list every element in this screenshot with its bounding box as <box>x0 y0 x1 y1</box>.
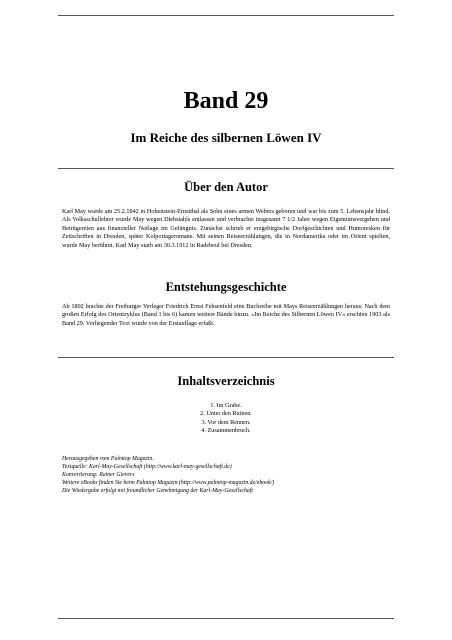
autor-text: Karl May wurde am 25.2.1842 in Hohenstein-Ernstthal als Sohn eines armen Webers geboren und war bis zum 5. Lebensjahr blind. Als Volksschullehrer wurde May wegen Diebstahls entlassen und verbrachte insgesamt 7 1/2 Jahre wegen Eigentumsvergehen und Betrügereien aus finanzieller Notlage im Gefängnis. Zunächst schrieb er erzgebirgische Dorfgeschichten und Humoresken für Zeitschriften in Dresden, später Kolportageromane. Mit seinen Reiseerzählungen, die in Nordamerika oder im Orient spielten, wurde May berühmt. Karl May starb am 30.3.1912 in Radebeul bei Dresden. <box>62 208 390 249</box>
credit-line: Herausgegeben vom Palmtop Magazin. <box>62 456 154 462</box>
book-subtitle: Im Reiche des silbernen Löwen IV <box>130 130 322 145</box>
credits-block <box>62 455 392 495</box>
rule-before-autor <box>58 168 394 169</box>
inhalt-heading: Inhaltsverzeichnis <box>177 374 275 388</box>
rule-before-inhalt <box>58 357 394 358</box>
toc-item[interactable]: 1. Im Grabe. <box>210 402 242 409</box>
toc-list <box>0 402 452 436</box>
credit-line: Die Wiedergabe erfolgt mit freundlicher Genehmigung der Karl-May-Gesellschaft <box>62 488 253 495</box>
credit-line: Textquelle: Karl-May-Gesellschaft (http://www.karl-may-gesellschaft.de) <box>62 464 232 471</box>
top-rule <box>58 15 394 16</box>
entstehung-heading: Entstehungsgeschichte <box>165 280 287 294</box>
autor-heading: Über den Autor <box>184 180 268 194</box>
toc-item[interactable]: 3. Vor dem Rennen. <box>201 418 251 426</box>
band-title: Band 29 <box>183 88 269 114</box>
bottom-rule <box>58 618 394 619</box>
toc-item[interactable]: 2. Unter den Ruinen. <box>200 410 252 418</box>
toc-item[interactable]: 4. Zusammenbruch. <box>201 427 251 435</box>
credit-line: Weitere eBooks finden Sie beim Palmtop Magazin (http://www.palmtop-magazin.de/ebook/) <box>62 480 275 487</box>
entstehung-text: Ab 1892 brachte der Freiburger Verleger Friedrich Ernst Fehsenfeld eine Buchreihe mit Mays Reiseerzählungen heraus. Nach dem großen Erfolg des Orientzyklus (Band 1 bis 6) kamen weitere Bände hinzu. »Im Reiche des Silbernen Löwen IV« erschien 1903 als Band 29. Vorliegender Text wurde von der Erstauflage erfaßt. <box>62 303 390 327</box>
credit-line: Konvertierung: Rainer Gievers <box>62 472 135 479</box>
